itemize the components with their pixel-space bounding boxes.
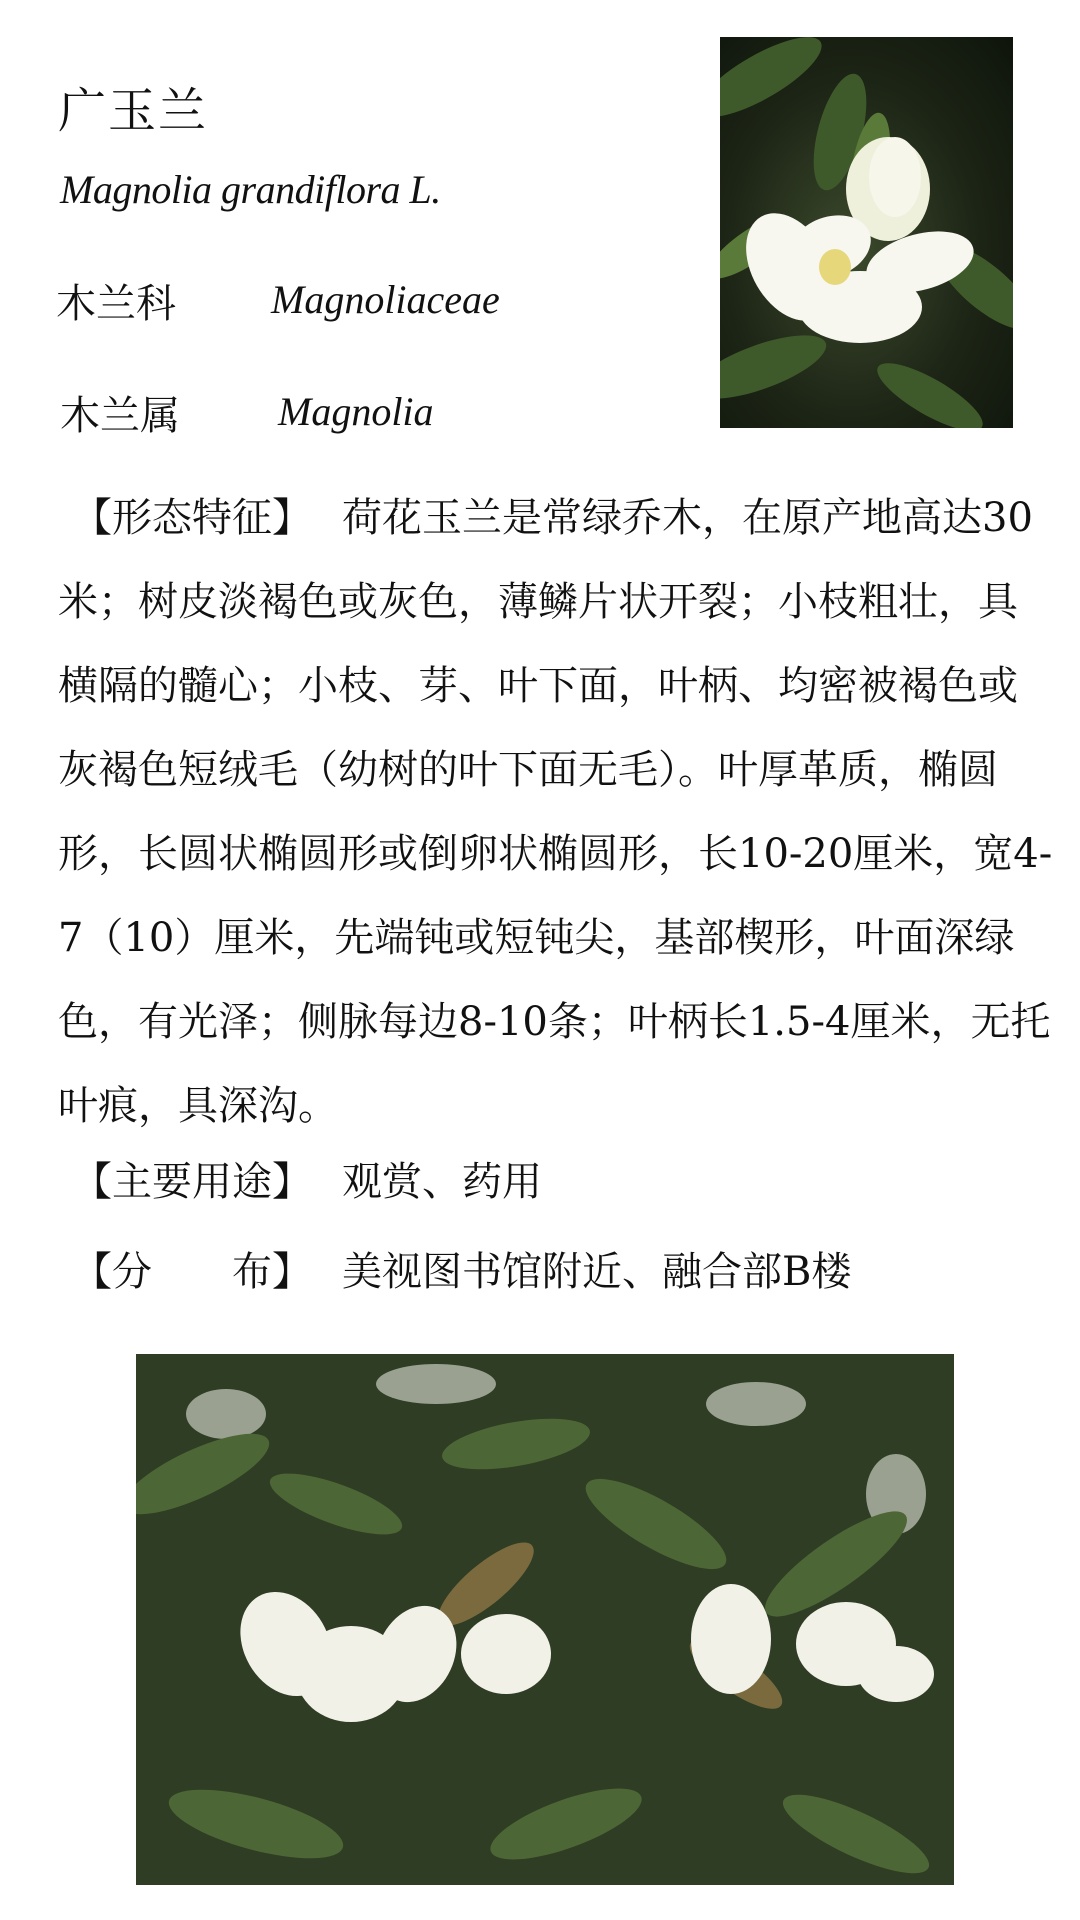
- morphology-text: 荷花玉兰是常绿乔木，在原产地高达30米；树皮淡褐色或灰色，薄鳞片状开裂；小枝粗壮，具横隔的髓心；小枝、芽、叶下面，叶柄、均密被褐色或灰褐色短绒毛（幼树的叶下面无毛）。叶厚革质，椭圆形，长圆状椭圆形或倒卵状椭圆形，长10-20厘米，宽4-7（10）厘米，先端钝或短钝尖，基部楔形，叶面深绿色，有光泽；侧脉每边8-10条；叶柄长1.5-4厘米，无托叶痕，具深沟。: [58, 495, 1053, 1129]
- uses-row: [58, 1150, 1054, 1207]
- uses-label: 【主要用途】: [72, 1159, 312, 1205]
- magnolia-flower-photo: [720, 37, 1013, 428]
- magnolia-tree-photo: [136, 1354, 954, 1885]
- plant-name-cn: 广玉兰: [58, 83, 209, 139]
- distribution-row: [58, 1240, 1054, 1297]
- genus-latin: Magnolia: [278, 389, 434, 434]
- scientific-name: Magnolia grandiflora L.: [60, 167, 441, 212]
- family-cn: 木兰科: [56, 281, 176, 327]
- genus-cn: 木兰属: [60, 393, 180, 439]
- distribution-label: 【分 布】: [72, 1249, 312, 1295]
- family-latin: Magnoliaceae: [271, 277, 500, 322]
- morphology-paragraph: [58, 476, 1054, 1148]
- uses-text: 观赏、药用: [342, 1159, 542, 1205]
- distribution-text: 美视图书馆附近、融合部B楼: [342, 1249, 852, 1295]
- morphology-label: 【形态特征】: [72, 495, 312, 541]
